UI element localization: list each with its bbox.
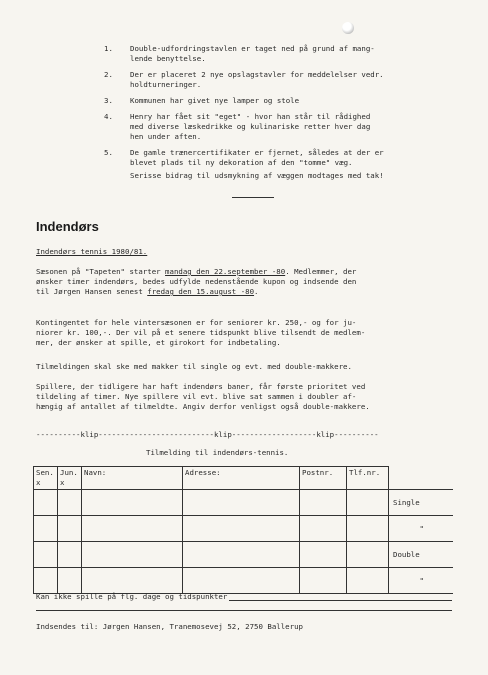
junior-cell[interactable] <box>58 490 82 516</box>
list-item <box>104 70 444 90</box>
address-cell[interactable] <box>183 516 300 542</box>
table-row <box>34 516 453 542</box>
list-item-text: Double-udfordringstavlen er taget ned på grund af mang- lende benyttelse. <box>130 44 375 63</box>
unavailable-times-field[interactable] <box>229 592 452 601</box>
row-type-label: Double <box>389 542 453 568</box>
list-item <box>104 112 444 142</box>
phone-cell[interactable] <box>347 542 389 568</box>
row-type-label: Single <box>389 490 453 516</box>
paragraph-priority: Spillere, der tidligere har haft indendørs baner, får første prioritet ved tildeling af timer. Nye spillere vil evt. blive sat sammen i doubler af- hængig af antallet af tilmeldte. Angiv derfor venligst også double-makkere. <box>36 382 370 411</box>
form-title: Tilmelding til indendørs-tennis. <box>146 448 289 457</box>
junior-cell[interactable] <box>58 542 82 568</box>
section-divider <box>232 197 274 198</box>
thanks-line: Serisse bidrag til udsmykning af væggen modtages med tak! <box>130 171 384 180</box>
list-item <box>104 148 444 168</box>
send-to-line: Indsendes til: Jørgen Hansen, Tranemosevej 52, 2750 Ballerup <box>36 622 303 631</box>
list-item-number: 3. <box>104 96 113 105</box>
table-row <box>34 490 453 516</box>
junior-cell[interactable] <box>58 516 82 542</box>
list-item-number: 1. <box>104 44 113 53</box>
section-heading: Indendørs <box>36 219 99 234</box>
blank-writing-line[interactable] <box>36 610 452 611</box>
name-cell[interactable] <box>82 516 183 542</box>
list-item <box>104 96 444 106</box>
list-item <box>104 44 444 64</box>
row-type-label: " <box>389 568 453 594</box>
row-type-label: " <box>389 516 453 542</box>
subheading: Indendørs tennis 1980/81. <box>36 247 148 256</box>
name-cell[interactable] <box>82 542 183 568</box>
phone-cell[interactable] <box>347 516 389 542</box>
registration-form-table <box>33 466 453 594</box>
senior-cell[interactable] <box>34 490 58 516</box>
header-junior: Jun. x <box>58 467 82 490</box>
phone-cell[interactable] <box>347 568 389 594</box>
address-cell[interactable] <box>183 490 300 516</box>
name-cell[interactable] <box>82 490 183 516</box>
junior-cell[interactable] <box>58 568 82 594</box>
list-item-text: Der er placeret 2 nye opslagstavler for meddelelser vedr. holdturneringer. <box>130 70 384 89</box>
senior-cell[interactable] <box>34 568 58 594</box>
phone-cell[interactable] <box>347 490 389 516</box>
header-senior: Sen. x <box>34 467 58 490</box>
season-start-date: mandag den 22.september -80 <box>165 267 286 276</box>
list-item-number: 5. <box>104 148 113 157</box>
list-item-number: 2. <box>104 70 113 79</box>
table-row <box>34 542 453 568</box>
cut-line: ----------klip--------------------------klip-------------------klip---------- <box>36 430 379 439</box>
list-item-number: 4. <box>104 112 113 121</box>
unavailable-times-label: Kan ikke spille på flg. dage og tidspunkter <box>36 592 228 601</box>
header-name: Navn: <box>82 467 183 490</box>
list-item-text: Henry har fået sit "eget" - hvor han står til rådighed med diverse læskedrikke og kulinariske retter hver dag hen under aften. <box>130 112 371 141</box>
address-cell[interactable] <box>183 568 300 594</box>
senior-cell[interactable] <box>34 542 58 568</box>
header-blank <box>389 467 453 490</box>
hole-punch-mark <box>342 22 354 34</box>
header-address: Adresse: <box>183 467 300 490</box>
unavailable-times-line <box>36 592 452 602</box>
announcement-list <box>104 44 444 181</box>
name-cell[interactable] <box>82 568 183 594</box>
paragraph-registration: Tilmeldingen skal ske med makker til single og evt. med double-makkere. <box>36 362 352 371</box>
paragraph-season: Sæsonen på "Tapeten" starter mandag den 22.september -80. Medlemmer, der ønsker timer indendørs, bedes udfylde nedenstående kupon og indsende den til Jørgen Hansen senest fredag den 15.august -80. <box>36 267 357 296</box>
header-postcode: Postnr. <box>300 467 347 490</box>
table-row <box>34 568 453 594</box>
header-phone: Tlf.nr. <box>347 467 389 490</box>
postcode-cell[interactable] <box>300 516 347 542</box>
senior-cell[interactable] <box>34 516 58 542</box>
list-item-text: Kommunen har givet nye lamper og stole <box>130 96 300 105</box>
list-item-text: De gamle trænercertifikater er fjernet, således at der er blevet plads til ny dekoration af den "tomme" væg. <box>130 148 384 167</box>
postcode-cell[interactable] <box>300 542 347 568</box>
postcode-cell[interactable] <box>300 568 347 594</box>
table-header-row <box>34 467 453 490</box>
deadline-date: fredag den 15.august -80 <box>147 287 255 296</box>
postcode-cell[interactable] <box>300 490 347 516</box>
address-cell[interactable] <box>183 542 300 568</box>
paragraph-fee: Kontingentet for hele vintersæsonen er for seniorer kr. 250,- og for ju- niorer kr. 100,-. Der vil på et senere tidspunkt blive tilsendt de medlem- mer, der ønsker at spille, et girokort for indbetaling. <box>36 318 366 347</box>
